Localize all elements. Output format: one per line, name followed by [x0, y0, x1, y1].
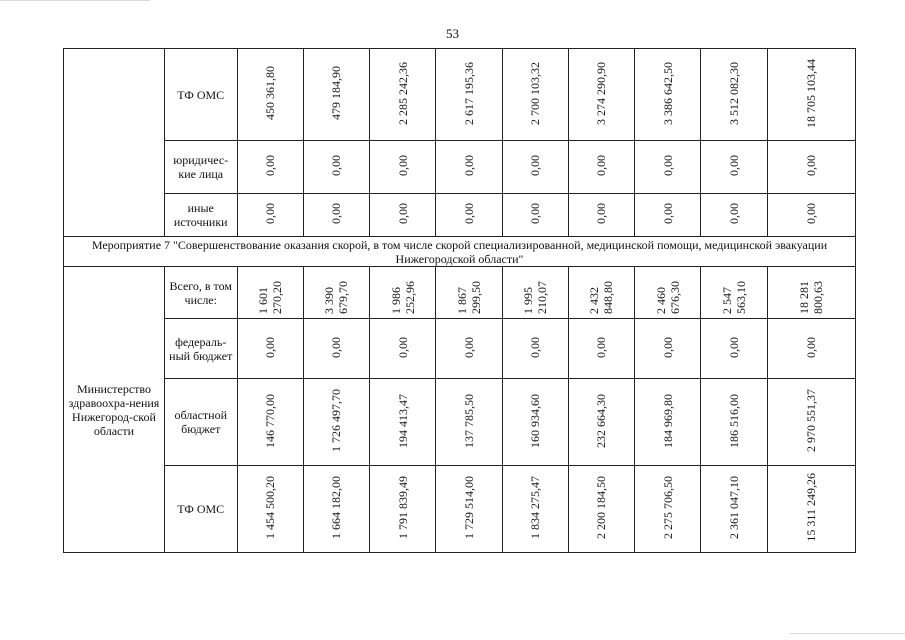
table-cell-value	[568, 194, 634, 237]
cell-value-text: 0,00	[461, 203, 476, 224]
table-cell-value	[635, 319, 701, 379]
cell-value-text: 2 285 242,36	[395, 61, 410, 125]
row-label: Всего, в том числе:	[164, 267, 237, 319]
cell-value-text: 1 601 270,20	[256, 281, 285, 314]
table-cell-value	[303, 466, 369, 553]
table-row	[64, 466, 856, 553]
table-cell-value	[237, 49, 303, 141]
cell-value-text: 3 512 082,30	[726, 61, 741, 125]
table-cell-value	[635, 267, 701, 319]
cell-value-text: 194 413,47	[395, 393, 410, 448]
cell-value-text: 160 934,60	[528, 393, 543, 448]
cell-value-text: 2 275 706,50	[660, 476, 675, 539]
cell-value-text: 0,00	[726, 155, 741, 176]
cell-value-text: 0,00	[726, 336, 741, 358]
table-cell-value	[701, 141, 767, 194]
cell-value-text: 0,00	[804, 336, 819, 358]
cell-value-text: 0,00	[528, 336, 543, 358]
cell-value-text: 0,00	[329, 203, 344, 224]
table-row	[64, 194, 856, 237]
table-cell-value	[370, 194, 436, 237]
cell-value-text: 0,00	[660, 155, 675, 176]
cell-value-text: 232 664,30	[594, 393, 609, 448]
cell-value-text: 0,00	[594, 203, 609, 224]
table-cell-value	[436, 466, 502, 553]
cell-value-text: 0,00	[395, 155, 410, 176]
table-cell-value	[502, 267, 568, 319]
cell-value-text: 2 460 676,30	[653, 281, 682, 314]
cell-value-text: 2 547 563,10	[719, 281, 748, 314]
table-cell-value	[237, 141, 303, 194]
cell-value-text: 3 390 679,70	[322, 281, 351, 314]
cell-value-text: 184 969,80	[660, 393, 675, 448]
measure-title: Мероприятие 7 "Совершенствование оказания скорой, в том числе скорой специализированной, медицинской помощи, медицинской эвакуации Нижегородской области"	[64, 237, 856, 267]
cell-value-text: 1 791 839,49	[395, 476, 410, 539]
table-cell-value	[502, 194, 568, 237]
cell-value-text: 1 986 252,96	[388, 281, 417, 314]
table-cell-value	[370, 379, 436, 466]
cell-value-text: 0,00	[804, 203, 819, 224]
table-cell-value	[701, 466, 767, 553]
table-cell-value	[701, 319, 767, 379]
table-cell-value	[767, 379, 855, 466]
table-cell-value	[237, 194, 303, 237]
table-cell-value	[568, 141, 634, 194]
table-row	[64, 141, 856, 194]
cell-value-text: 2 432 848,80	[587, 281, 616, 314]
table-row	[64, 49, 856, 141]
table-cell-value	[303, 141, 369, 194]
table-cell-value	[502, 319, 568, 379]
cell-value-text: 0,00	[263, 155, 278, 176]
cell-value-text: 186 516,00	[726, 393, 741, 448]
page-number: 53	[446, 26, 459, 41]
cell-value-text: 0,00	[594, 155, 609, 176]
cell-value-text: 0,00	[660, 203, 675, 224]
cell-value-text: 18 281 800,63	[797, 281, 826, 314]
cell-value-text: 0,00	[461, 336, 476, 358]
cell-value-text: 3 386 642,50	[660, 61, 675, 125]
table-cell-value	[502, 466, 568, 553]
table-cell-value	[237, 267, 303, 319]
cell-value-text: 0,00	[726, 203, 741, 224]
table-cell-value	[303, 194, 369, 237]
scan-artifact-line	[790, 633, 905, 634]
organization-name: Министерство здравоохра-нения Нижегород-ской области	[64, 267, 165, 553]
table-cell-value	[436, 194, 502, 237]
table-cell-value	[370, 319, 436, 379]
cell-value-text: 2 361 047,10	[726, 476, 741, 539]
cell-value-text: 3 274 290,90	[594, 61, 609, 125]
table-cell-value	[635, 141, 701, 194]
row-label: областной бюджет	[164, 379, 237, 466]
financing-table	[63, 48, 856, 553]
table-cell-value	[767, 49, 855, 141]
table-cell-value	[767, 466, 855, 553]
organization-cell-blank	[64, 49, 165, 237]
table-cell-value	[370, 141, 436, 194]
table-cell-value	[436, 379, 502, 466]
cell-value-text: 2 617 195,36	[461, 61, 476, 125]
table-cell-value	[436, 49, 502, 141]
table-cell-value	[568, 319, 634, 379]
cell-value-text: 15 311 249,26	[804, 473, 819, 542]
cell-value-text: 450 361,80	[263, 66, 278, 120]
table-cell-value	[303, 379, 369, 466]
row-label: иные источники	[164, 194, 237, 237]
table-cell-value	[370, 267, 436, 319]
cell-value-text: 0,00	[461, 155, 476, 176]
cell-value-text: 0,00	[660, 336, 675, 358]
cell-value-text: 18 705 103,44	[804, 58, 819, 128]
cell-value-text: 0,00	[329, 336, 344, 358]
cell-value-text: 0,00	[263, 203, 278, 224]
table-cell-value	[237, 379, 303, 466]
row-label: ТФ ОМС	[164, 49, 237, 141]
table-cell-value	[701, 267, 767, 319]
table-cell-value	[303, 267, 369, 319]
table-cell-value	[303, 319, 369, 379]
table-cell-value	[303, 49, 369, 141]
cell-value-text: 2 200 184,50	[594, 476, 609, 539]
row-label: федераль-ный бюджет	[164, 319, 237, 379]
table-row	[64, 379, 856, 466]
cell-value-text: 1 454 500,20	[263, 476, 278, 539]
cell-value-text: 1 729 514,00	[461, 476, 476, 539]
cell-value-text: 0,00	[804, 155, 819, 176]
table-cell-value	[767, 319, 855, 379]
cell-value-text: 1 664 182,00	[329, 476, 344, 539]
table-cell-value	[635, 49, 701, 141]
table-cell-value	[568, 466, 634, 553]
cell-value-text: 0,00	[528, 155, 543, 176]
table-cell-value	[370, 466, 436, 553]
cell-value-text: 0,00	[263, 336, 278, 358]
table-cell-value	[568, 379, 634, 466]
scan-artifact-line	[0, 0, 150, 1]
cell-value-text: 0,00	[329, 155, 344, 176]
table-cell-value	[701, 49, 767, 141]
cell-value-text: 1 834 275,47	[528, 476, 543, 539]
table-cell-value	[635, 194, 701, 237]
table-cell-value	[701, 194, 767, 237]
cell-value-text: 0,00	[528, 203, 543, 224]
table-cell-value	[502, 49, 568, 141]
table-cell-value	[237, 319, 303, 379]
table-cell-value	[767, 267, 855, 319]
table-cell-value	[237, 466, 303, 553]
row-label: ТФ ОМС	[164, 466, 237, 553]
table-cell-value	[436, 267, 502, 319]
cell-value-text: 137 785,50	[461, 393, 476, 448]
cell-value-text: 2 700 103,32	[528, 61, 543, 125]
cell-value-text: 1 995 210,07	[521, 281, 550, 314]
table-cell-value	[502, 141, 568, 194]
table-row	[64, 319, 856, 379]
table-cell-value	[568, 267, 634, 319]
cell-value-text: 146 770,00	[263, 393, 278, 448]
table-cell-value	[436, 319, 502, 379]
table-row	[64, 267, 856, 319]
table-cell-value	[767, 194, 855, 237]
cell-value-text: 1 867 299,50	[454, 281, 483, 314]
cell-value-text: 479 184,90	[329, 66, 344, 120]
cell-value-text: 1 726 497,70	[329, 389, 344, 452]
cell-value-text: 0,00	[395, 203, 410, 224]
cell-value-text: 0,00	[395, 336, 410, 358]
cell-value-text: 2 970 551,37	[804, 389, 819, 452]
table-cell-value	[436, 141, 502, 194]
table-cell-value	[568, 49, 634, 141]
cell-value-text: 0,00	[594, 336, 609, 358]
row-label: юридичес-кие лица	[164, 141, 237, 194]
table-cell-value	[370, 49, 436, 141]
table-cell-value	[635, 379, 701, 466]
table-cell-value	[635, 466, 701, 553]
table-cell-value	[767, 141, 855, 194]
table-cell-value	[701, 379, 767, 466]
table-cell-value	[502, 379, 568, 466]
table-row-banner	[64, 237, 856, 267]
